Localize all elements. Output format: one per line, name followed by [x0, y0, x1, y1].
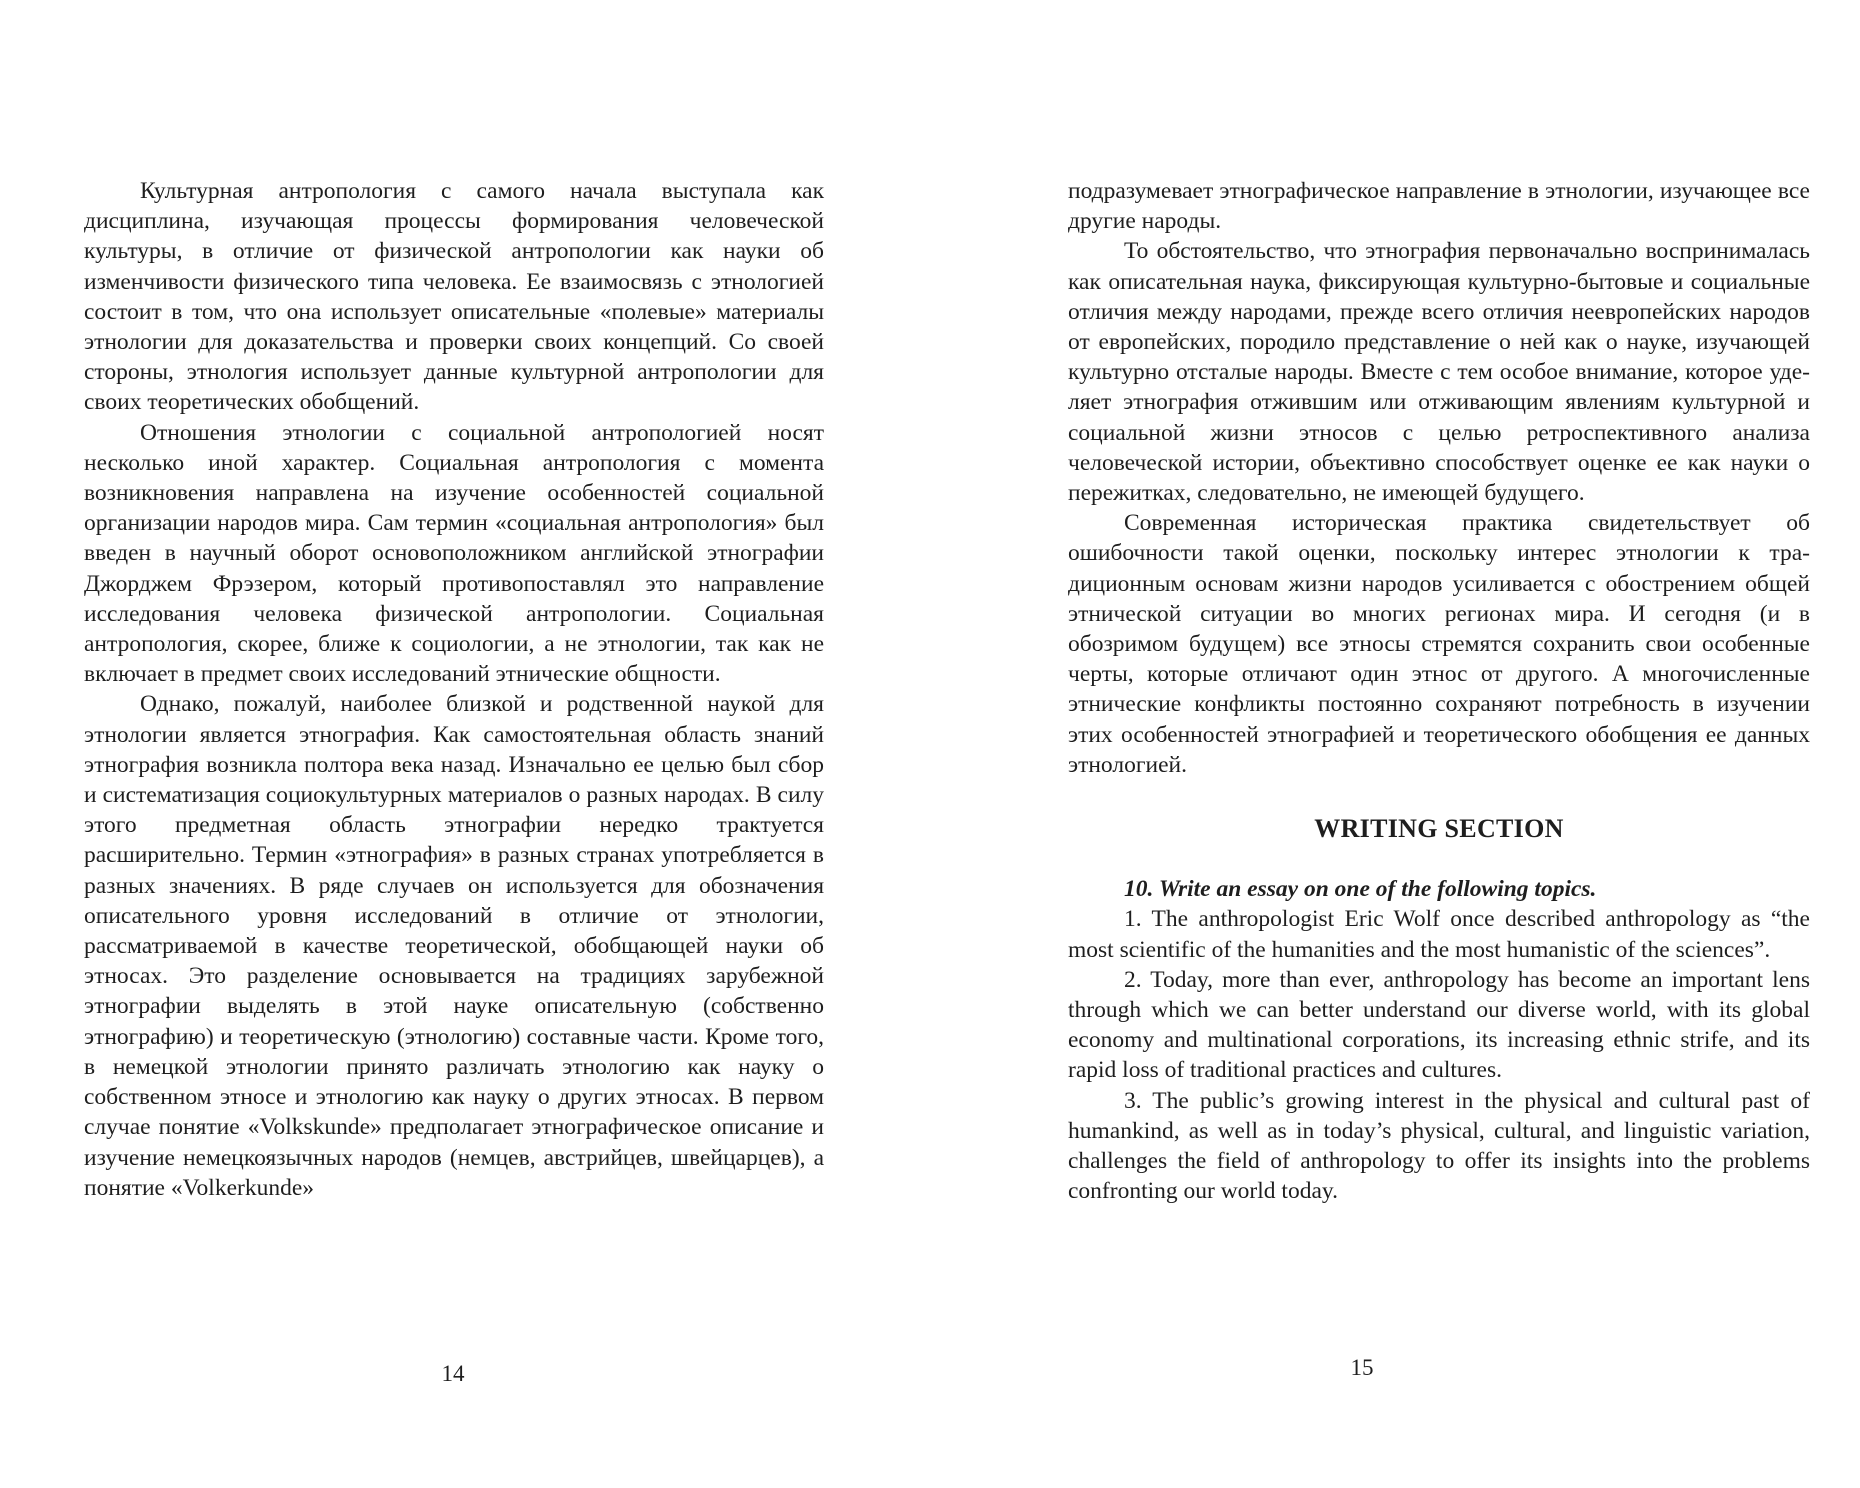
exercise-title: 10. Write an essay on one of the following topics.: [1124, 876, 1597, 903]
paragraph: Современная историческая практика свидетельствует об ошибочности такой оценки, поскольку интерес этнологии к традиционным основам жизни народов усиливается с обострением общей этнической ситуации во многих регионах мира. И сегодня (и в обозримом будущем) все этносы стремятся сохранить свои особенные черты, которые отличают один этнос от другого. А многочисленные этнические конфликты постоянно сохраняют потребность в изучении этих особенностей этнографией и теоретического обобщения ее данных этнологией.: [1068, 510, 1810, 778]
essay-topic: 2. Today, more than ever, anthropology has become an important lens through which we can better understand our diverse world, with its global economy and multinational corporations, its increasing ethnic strife, and its rapid loss of traditional practices and cultures.: [1068, 966, 1810, 1084]
paragraph: Отношения этнологии с социальной антропологией носят несколько иной характер. Социальная антропология с момента возникновения направлена на изучение особенностей социальной организации народов мира. Сам термин «социальная антропология» был введен в научный оборот основоположником английской этнографии Джорджем Фрэзером, который противопоставлял это направление исследования человека физической антропологии. Социальная антропология, скорее, ближе к социологии, а не этнологии, так как не включает в предмет своих исследований этнические общности.: [84, 419, 824, 688]
page-number: 15: [1350, 1355, 1374, 1380]
section-heading: WRITING SECTION: [1314, 814, 1564, 844]
paragraph: подразумевает этнографическое направление в этнологии, изучающее все другие народы.: [1068, 178, 1810, 235]
page-number: 14: [441, 1361, 465, 1386]
paragraph: Однако, пожалуй, наиболее близкой и родственной наукой для этнологии является этнография. Как самостоятельная область знаний этнография возникла полтора века назад. Изначально ее целью был сбор и систематизация социокультурных материалов о разных народах. В силу этого предметная область этнографии нередко трактуется расширительно. Термин «этнография» в разных странах употребляется в разных значениях. В ряде случаев он используется для обозначения описательного уровня исследований в отличие от этнологии, рассматриваемой в качестве теоретической, обобщающей науки об этносах. Это разделение основывается на традициях зарубежной этнографии выделять в этой науке описательную (собственно этнографию) и теоретическую (этнологию) составные части. Кроме того, в немецкой этнологии принято различать этнологию как науку о собственном этносе и этнологию как науку о других этносах. В первом случае понятие «Volkskunde» предполагает этнографическое описание и изучение немецкоязычных народов (немцев, австрийцев, швейцарцев), а понятие «Volkerkunde»: [84, 691, 824, 1201]
paragraph: То обстоятельство, что этнография первоначально воспринималась как описательная наука, фиксирующая культурно-бытовые и социальные отличия между народами, прежде всего отличия неевропейских народов от европейских, породило представление о ней как о науке, изучающей культурно отсталые народы. Вместе с тем особое внимание, которое уделяет этнография отжившим или отживающим явлениям культурной и социальной жизни этносов с целью ретроспективного анализа человеческой истории, объективно способствует оценке ее как науки о пережитках, следовательно, не имеющей будущего.: [1068, 238, 1810, 507]
right-page-text: [1068, 176, 1810, 1207]
essay-topic: 3. The public’s growing interest in the physical and cultural past of humankind, as well as in today’s physical, cultural, and linguistic variation, challenges the field of anthropology to offer its insights into the problems confronting our world today.: [1068, 1087, 1810, 1205]
left-page-text: [84, 176, 824, 1203]
paragraph: Культурная антропология с самого начала выступала как дисциплина, изучающая процессы формирования человеческой культуры, в отличие от физической антропологии как науки об изменчивости физического типа человека. Ее взаимосвязь с этнологией состоит в том, что она использует описательные «полевые» материалы этнологии для доказательства и проверки своих концепций. Со своей стороны, этнология использует данные культурной антропологии для своих теоретических обобщений.: [84, 178, 824, 416]
essay-topic: 1. The anthropologist Eric Wolf once described anthropology as “the most scientific of the humanities and the most humanistic of the sciences”.: [1068, 906, 1810, 963]
right-page: [930, 0, 1860, 1488]
